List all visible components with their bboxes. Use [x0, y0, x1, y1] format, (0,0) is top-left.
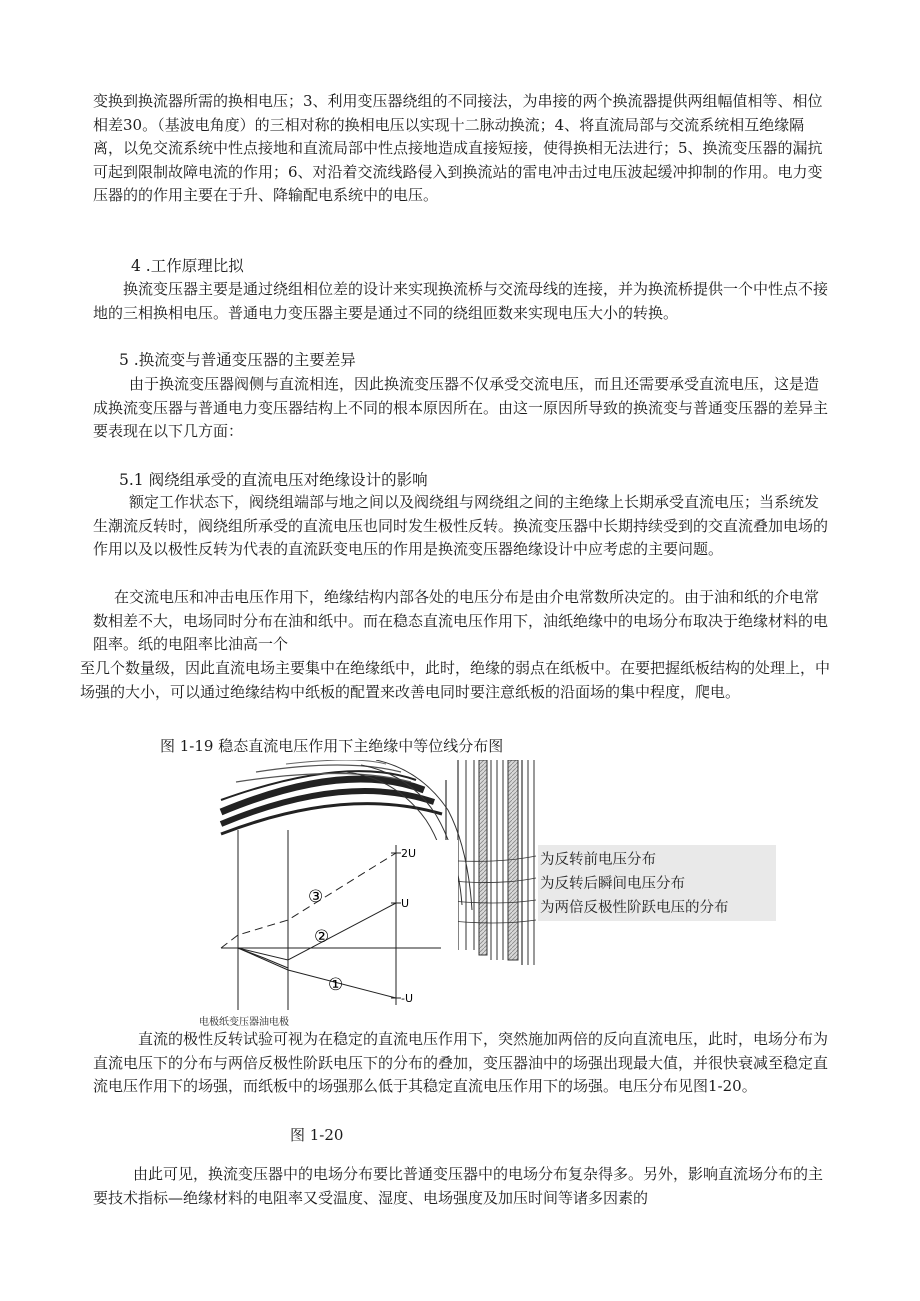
curve-label-1: ①: [328, 975, 344, 995]
heading-section-5: 5 .换流变与普通变压器的主要差异: [119, 351, 356, 369]
axis-label-2u: 2U: [401, 847, 417, 860]
legend-after-reversal: 为反转后瞬间电压分布: [540, 876, 685, 892]
heading-section-4: 4 .工作原理比拟: [131, 257, 244, 275]
axis-label-u: U: [401, 897, 410, 910]
equipotential-arcs: [221, 760, 442, 834]
paragraph-conclusion: 由此可见，换流变压器中的电场分布要比普通变压器中的电场分布复杂得多。另外，影响直流场分布的主要技术指标—绝缘材料的电阻率又受温度、湿度、电场强度及加压时间等诸多因素的: [93, 1165, 824, 1207]
legend-before-reversal: 为反转前电压分布: [540, 852, 656, 868]
paragraph-functions: 变换到换流器所需的换相电压；3、利用变压器绕组的不同接法，为串接的两个换流器提供两组幅值相等、相位相差30。（基波电角度）的三相对称的换相电压以实现十二脉动换流；4、将直流局部与交流系统相互绝缘隔离，以免交流系统中性点接地和直流局部中性点接地造成直接短接，使得换相无法进行；5、换流变压器的漏抗可起到限制故障电流的作用；6、对沿着交流线路侵入到换流站的雷电冲击过电压波起缓冲抑制的作用。电力变压器的的作用主要在于升、降输配电系统中的电压。: [93, 92, 823, 204]
curve-label-2: ②: [314, 927, 330, 947]
curve-label-3: ③: [308, 887, 324, 907]
paragraph-principle: 换流变压器主要是通过绕组相位差的设计来实现换流桥与交流母线的连接，并为换流桥提供一个中性点不接地的三相换相电压。普通电力变压器主要是通过不同的绕组匝数来实现电压大小的转换。: [93, 280, 829, 322]
paragraph-differences: 由于换流变压器阀侧与直流相连，因此换流变压器不仅承受交流电压，而且还需要承受直流电压，这是造成换流变压器与普通电力变压器结构上不同的根本原因所在。由这一原因所导致的换流变与普通变压器的差异主要表现在以下几方面：: [93, 375, 829, 440]
paragraph-orders-of-magnitude: 至几个数量级，因此直流电场主要集中在绝缘纸中，此时，绝缘的弱点在纸板中。在要把握纸板结构的处理上，中场强的大小，可以通过绝缘结构中纸板的配置来改善电同时要注意纸板的沿面场的集中程度，爬电。: [80, 659, 831, 701]
axis-label-minus-u: -U: [401, 992, 414, 1005]
figure-bottom-label: 电极纸变压器油电极: [199, 1017, 289, 1028]
voltage-distribution-figure: [196, 760, 776, 1015]
legend-step-voltage: 为两倍反极性阶跃电压的分布: [540, 900, 729, 916]
paragraph-rated-state: 额定工作状态下，阀绕组端部与地之间以及阀绕组与网绕组之间的主绝缘上长期承受直流电压；当系统发生潮流反转时，阀绕组所承受的直流电压也同时发生极性反转。换流变压器中长期持续受到的交直流叠加电场的作用以及以极性反转为代表的直流跃变电压的作用是换流变压器绝缘设计中应考虑的主要问题。: [93, 493, 829, 558]
figure-1-19-caption: 图 1-19 稳态直流电压作用下主绝缘中等位线分布图: [160, 737, 504, 755]
figure-1-20-caption: 图 1-20: [290, 1126, 344, 1144]
paragraph-dielectric: 在交流电压和冲击电压作用下，绝缘结构内部各处的电压分布是由介电常数所决定的。由于油和纸的介电常数相差不大，电场同时分布在油和纸中。而在稳态直流电压作用下，油纸绝缘中的电场分布取决于绝缘材料的电阻率。纸的电阻率比油高一个: [93, 588, 829, 653]
figure-legend: [538, 845, 776, 921]
heading-section-5-1: 5.1 阀绕组承受的直流电压对绝缘设计的影响: [119, 471, 428, 489]
paragraph-polarity-reversal: 直流的极性反转试验可视为在稳定的直流电压作用下，突然施加两倍的反向直流电压，此时，电场分布为直流电压下的分布与两倍反极性阶跃电压下的分布的叠加，变压器油中的场强出现最大值，并很快衰减至稳定直流电压作用下的场强，而纸板中的场强那么低于其稳定直流电压作用下的场强。电压分布见图1-20。: [93, 1030, 829, 1095]
